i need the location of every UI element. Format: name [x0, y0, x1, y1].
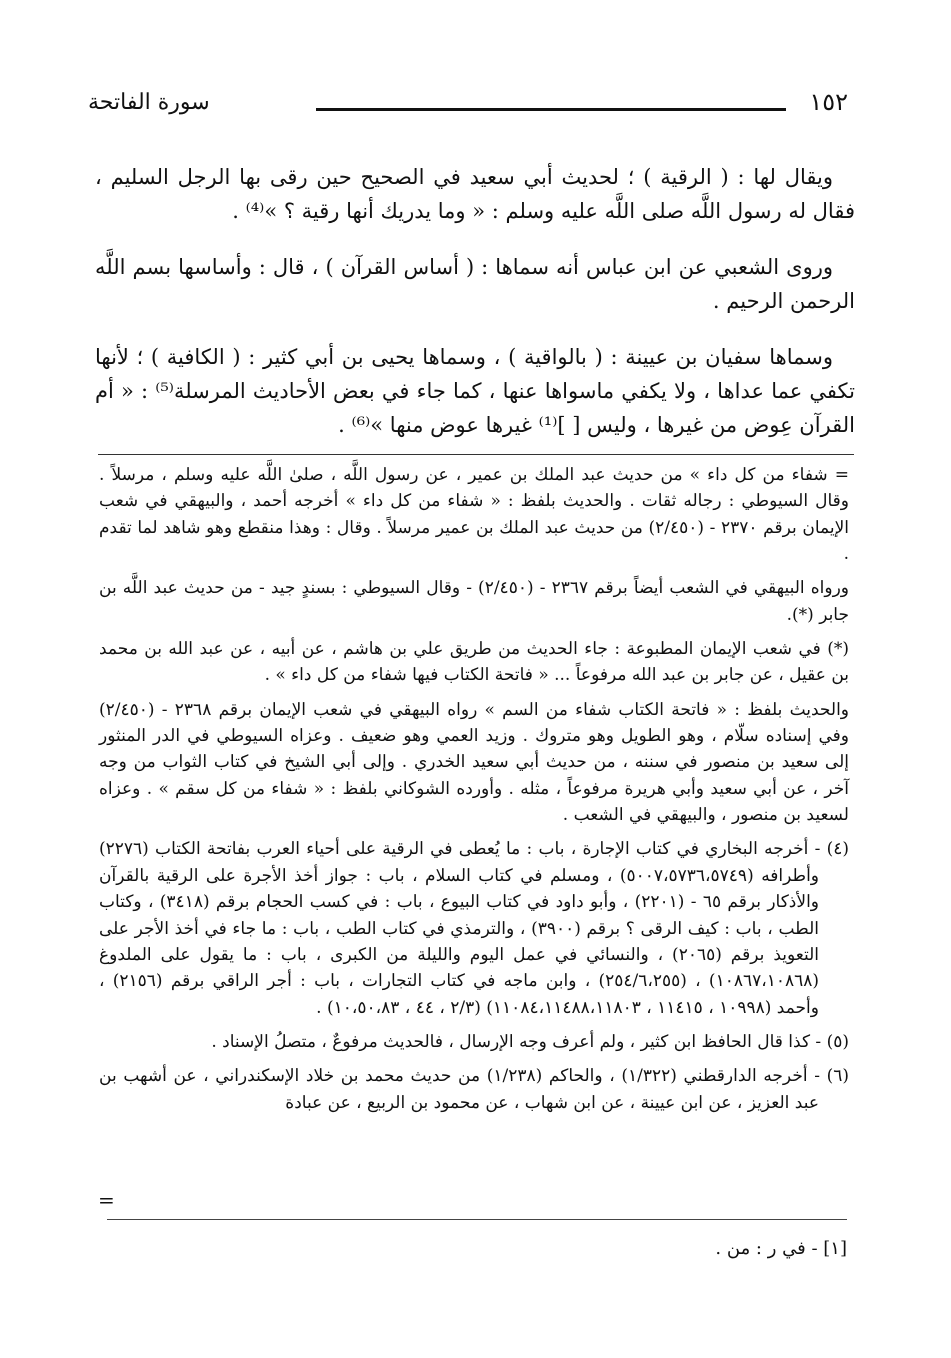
- footnote: (٦) - أخرجه الدارقطني (١/٣٢٢) ، والحاكم (١/٢٣٨) من حديث محمد بن خلاد الإسكندراني ، عن أشهب بن عبد العزيز ، عن ابن عيينة ، عن ابن شهاب ، عن محمود بن الربيع ، عن عبادة: [99, 1066, 849, 1113]
- paragraph: وسماها سفيان بن عيينة : ( بالواقية ) ، وسماها يحيى بن أبي كثير : ( الكافية ) ؛ لأنها تكفي عما عداها ، ولا يكفي ماسواها عنها ، كما جاء في بعض الأحاديث المرسلة⁽⁵⁾ : « أم القرآن عِوض من غيرها ، وليس [ ]⁽¹⁾ غيرها عوض منها »⁽⁶⁾ .: [95, 345, 855, 438]
- running-title: سورة الفاتحة: [88, 90, 210, 115]
- footnote-divider: [98, 454, 854, 455]
- page-header: [88, 86, 848, 126]
- footnote: والحديث بلفظ : « فاتحة الكتاب شفاء من السم » رواه البيهقي في شعب الإيمان برقم ٢٣٦٨ - (٢/٤٥٠) وفي إسناده سلّام ، وهو الطويل وهو متروك . وزيد العمي وهو ضعيف . وعزاه السيوطي في الدر المنثور إلى سعيد بن منصور في سننه ، من حديث أبي سعيد الخدري . وإلى أبي الشيخ في كتاب الثواب من وجه آخر ، عن أبي سعيد وأبي هريرة مرفوعاً ، مثله . وأورده الشوكاني بلفظ : « شفاء من كل سقم » . وعزاه لسعيد بن منصور ، والبيهقي في الشعب .: [99, 699, 850, 826]
- footnote: = شفاء من كل داء » من حديث عبد الملك بن عمير ، عن رسول اللَّه ، صلىٰ اللَّه عليه وسلم ، مرسلاً . وقال السيوطي : رجاله ثقات . والحديث بلفظ : « شفاء من كل داء » أخرجه أحمد ، والبيهقي في شعب الإيمان برقم ٢٣٧٠ - (٢/٤٥٠) من حديث عبد الملك بن عمير مرسلاً . وقال : وهذا منقطع وهو شاهد لما تقدم .: [99, 465, 849, 565]
- variant-divider: [107, 1219, 847, 1220]
- paragraph: وروى الشعبي عن ابن عباس أنه سماها : ( أساس القرآن ) ، قال : وأساسها بسم اللَّه الرحمن الرحيم .: [95, 255, 855, 314]
- footnote: (٥) - كذا قال الحافظ ابن كثير ، ولم أعرف وجه الإرسال ، فالحديث مرفوعٌ ، متصلُ الإسناد .: [211, 1031, 849, 1052]
- continuation-mark: =: [98, 1188, 115, 1212]
- header-rule: [316, 108, 786, 111]
- main-text: [95, 160, 855, 464]
- footnotes: [99, 462, 849, 1124]
- footnote: (٤) - أخرجه البخاري في كتاب الإجارة ، باب : ما يُعطى في الرقية على أحياء العرب بفاتحة الكتاب (٢٢٧٦) وأطرافه (٥٠٠٧،٥٧٣٦،٥٧٤٩) ، ومسلم في كتاب السلام ، باب : جواز أخذ الأجرة على الرقية بالقرآن والأذكار برقم ٦٥ - (٢٢٠١) ، وأبو داود في كتاب البيوع ، باب : في كسب الحجام برقم (٣٤١٨) ، وكتاب الطب ، باب : كيف الرقى ؟ برقم (٣٩٠٠) ، والترمذي في كتاب الطب ، باب : ما جاء في أخذ الأجر على التعويذ برقم (٢٠٦٥) ، والنسائي في عمل اليوم والليلة من الكبرى ، باب : ما يقول على الملدوغ (١٠٨٦٧،١٠٨٦٨) ، (٢٥٤/٦،٢٥٥) ، وابن ماجه في كتاب التجارات ، باب : أجر الراقي برقم (٢١٥٦) ، وأحمد (١٠٩٩٨ ، ١١٤١٥ ، ١١٠٨٤،١١٤٨٨،١١٨٠٣) (٢/٣ ، ٤٤ ، ١٠،٥٠،٨٣) .: [99, 839, 849, 1018]
- footnote: ورواه البيهقي في الشعب أيضاً برقم ٢٣٦٧ - (٢/٤٥٠) - وقال السيوطي : بسندٍ جيد - من حديث عبد اللَّه بن جابر (*).: [99, 578, 850, 625]
- footnote: (*) في شعب الإيمان المطبوعة : جاء الحديث من طريق علي بن هاشم ، عن أبيه ، عن عبد الله بن محمد بن عقيل ، عن جابر بن عبد الله مرفوعاً ... « فاتحة الكتاب فيها شفاء من كل داء » .: [99, 639, 849, 686]
- paragraph: ويقال لها : ( الرقية ) ؛ لحديث أبي سعيد في الصحيح حين رقى بها الرجل السليم ، فقال له رسول اللَّه صلى اللَّه عليه وسلم : « وما يدريك أنها رقية ؟ »⁽⁴⁾ .: [95, 165, 855, 224]
- variant-note: [١] - في ر : من .: [715, 1238, 847, 1259]
- page-number: ١٥٢: [809, 88, 848, 116]
